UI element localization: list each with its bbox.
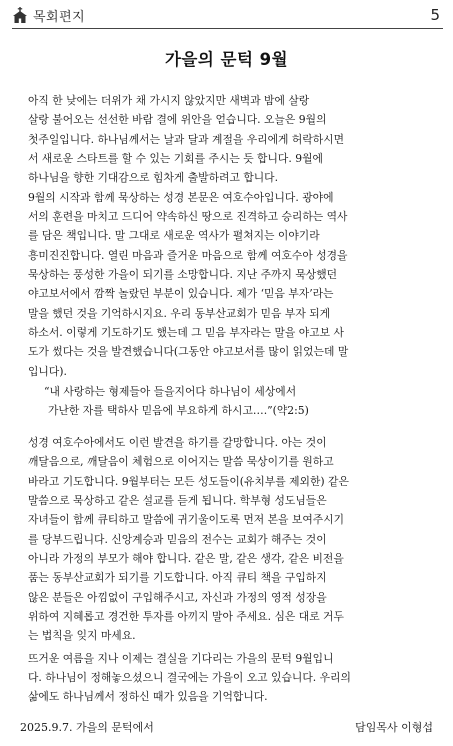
text-line: 도가 썼다는 것을 발견했습니다(그동안 야고보서를 많이 읽었는데 말 <box>28 345 349 359</box>
page-header <box>12 2 442 28</box>
text-line: 뜨거운 여름을 지나 이제는 결실을 기다리는 가을의 문턱 9월입니 <box>28 651 334 665</box>
text-line: 9월의 시작과 함께 묵상하는 성경 본문은 여호수아입니다. 광야에 <box>28 190 334 204</box>
text-line: 않은 분들은 아낌없이 구입해주시고, 자신과 가정의 영적 성장을 <box>28 590 327 604</box>
church-icon <box>12 7 28 23</box>
text-line: 흥미진진합니다. 열린 마음과 즐거운 마음으로 함께 여호수아 성경을 <box>28 248 348 262</box>
text-line: 위하여 지혜롭고 경건한 투자를 아끼지 말아 주세요. 심은 대로 거두 <box>28 610 344 624</box>
paragraph <box>18 188 436 381</box>
scripture-quote <box>44 383 424 420</box>
text-line: 묵상하는 풍성한 가을이 되기를 소망합니다. 지난 주까지 묵상했던 <box>28 268 338 282</box>
paragraph <box>18 91 436 188</box>
text-line: 다. 하나님이 정해놓으셨으니 결국에는 가을이 오고 있습니다. 우리의 <box>28 671 351 685</box>
text-line: 삶에도 하나님께서 정하신 때가 있음을 기억합니다. <box>28 690 268 704</box>
text-line: 성경 여호수아에서도 이런 발견을 하기를 갈망합니다. 아는 것이 <box>28 436 327 449</box>
text-line: 입니다). <box>28 364 67 378</box>
quote-line: 가난한 자를 택하사 믿음에 부요하게 하시고….”(약2:5) <box>48 403 309 417</box>
brand <box>12 6 85 25</box>
text-line: 살랑 불어오는 선선한 바람 결에 위안을 얻습니다. 오늘은 9월의 <box>28 113 327 127</box>
brand-title: 목회편지 <box>33 9 86 25</box>
page-number: 5 <box>430 6 440 24</box>
text-line: 를 담은 책입니다. 말 그대로 새로운 역사가 펼쳐지는 이야기라 <box>28 229 320 243</box>
text-line: 를 당부드립니다. 신앙계승과 믿음의 전수는 교회가 해주는 것이 <box>28 532 327 546</box>
text-line: 서의 훈련을 마치고 드디어 약속하신 땅으로 진격하고 승리하는 역사 <box>28 210 348 224</box>
letter-footer <box>20 719 433 735</box>
text-line: 말씀으로 묵상하고 같은 설교를 듣게 됩니다. 학부형 성도님들은 <box>28 494 327 508</box>
date-line: 2025.9.7. 가을의 문턱에서 <box>20 721 154 734</box>
letter-body-bottom <box>18 433 436 707</box>
text-line: 아니라 가정의 부모가 해야 합니다. 같은 말, 같은 생각, 같은 비전을 <box>28 552 344 566</box>
paragraph <box>18 649 436 707</box>
text-line: 서 새로운 스타트를 할 수 있는 기회를 주시는 듯 합니다. 9월에 <box>28 152 323 166</box>
text-line: 하나님을 향한 기대감으로 힘차게 출발하려고 합니다. <box>28 171 279 185</box>
text-line: 깨달음으로, 깨달음이 체험으로 이어지는 말씀 묵상이기를 원하고 <box>28 455 334 469</box>
text-line: 첫주일입니다. 하나님께서는 날과 달과 계절을 우리에게 허락하시면 <box>28 132 345 146</box>
text-line: 품는 동부산교회가 되기를 기도합니다. 아직 큐티 책을 구입하지 <box>28 571 327 585</box>
text-line: 하소서. 이렇게 기도하기도 했는데 그 믿음 부자라는 말을 야고보 사 <box>28 326 344 340</box>
text-line: 아직 한 낮에는 더위가 채 가시지 않았지만 새벽과 밤에 살랑 <box>28 94 310 107</box>
signature: 담임목사 이형섭 <box>355 721 433 734</box>
text-line: 야고보서에서 깜짝 놀랐던 부분이 있습니다. 제가 ‘믿음 부자’라는 <box>28 287 334 301</box>
text-line: 바라고 기도합니다. 9월부터는 모든 성도들이(유치부를 제외한) 같은 <box>28 474 349 488</box>
text-line: 말을 했던 것을 기억하시지요. 우리 동부산교회가 믿음 부자 되게 <box>28 306 331 320</box>
letter-body-top <box>18 91 436 381</box>
letter-title: 가을의 문턱 9월 <box>164 50 289 69</box>
text-line: 자녀들이 함께 큐티하고 말씀에 귀기울이도록 먼저 본을 보여주시기 <box>28 513 345 527</box>
header-divider <box>12 28 443 29</box>
text-line: 는 법칙을 잊지 마세요. <box>28 629 136 643</box>
paragraph <box>18 433 436 646</box>
quote-line: “내 사랑하는 형제들아 들을지어다 하나님이 세상에서 <box>44 385 297 398</box>
